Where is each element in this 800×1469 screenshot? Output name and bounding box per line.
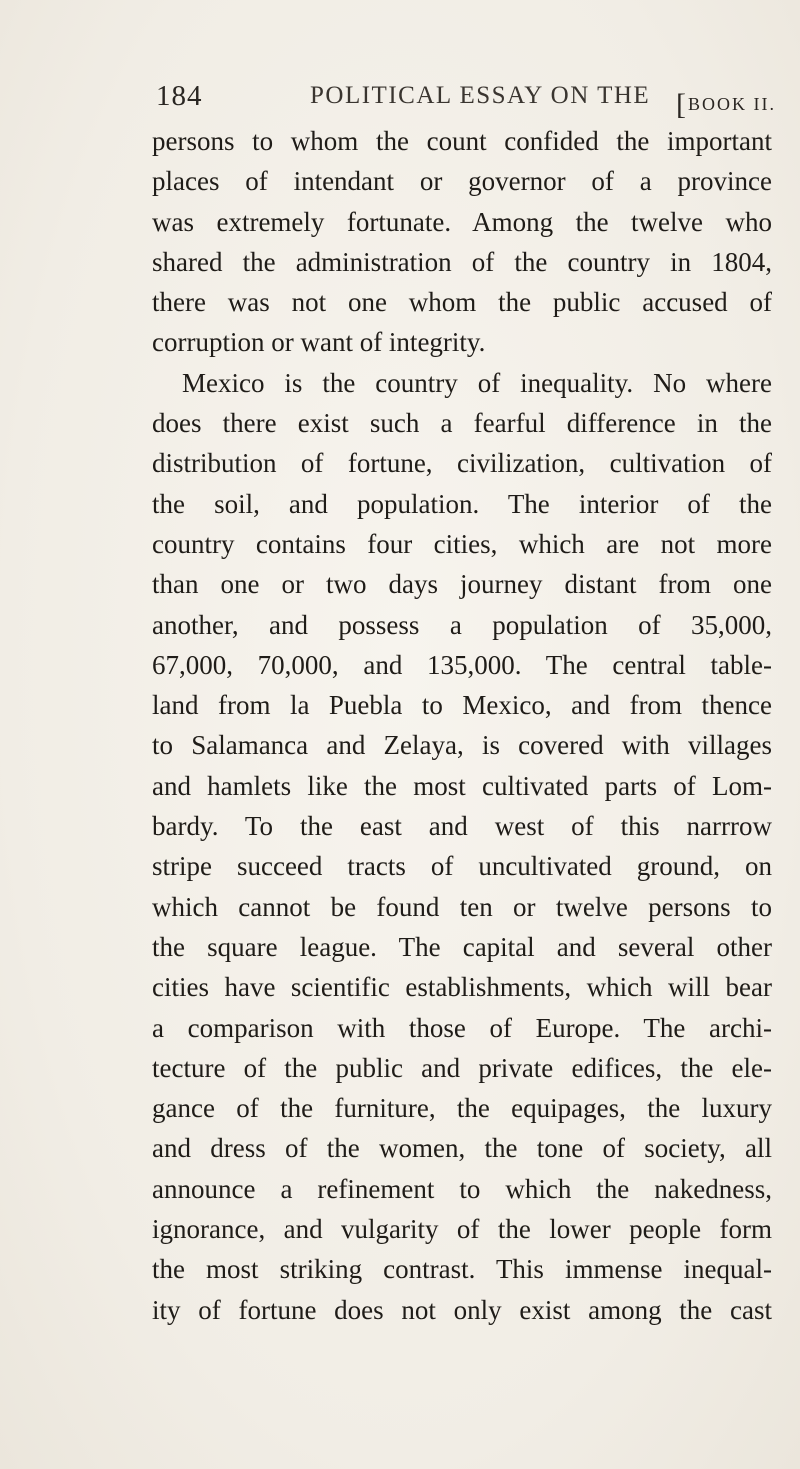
book-marker	[676, 84, 776, 121]
text-line: announce a refinement to which the nakedness,	[152, 1173, 772, 1204]
book-marker-text: BOOK II.	[688, 94, 776, 114]
text-line: the soil, and population. The interior of the	[152, 488, 772, 519]
text-line: Mexico is the country of inequality. No where	[182, 367, 772, 398]
text-line: shared the administration of the country in 1804,	[152, 246, 772, 277]
text-line: which cannot be found ten or twelve persons to	[152, 891, 772, 922]
text-line: gance of the furniture, the equipages, the luxury	[152, 1093, 772, 1124]
text-line: there was not one whom the public accused of	[152, 287, 772, 318]
page-number: 184	[156, 80, 203, 112]
opening-bracket: [	[676, 88, 688, 121]
text-line: persons to whom the count confided the important	[152, 126, 772, 156]
text-line: and hamlets like the most cultivated parts of Lom-	[152, 770, 772, 801]
text-line: the square league. The capital and several other	[152, 931, 772, 962]
text-line: does there exist such a fearful difference in the	[152, 408, 772, 439]
text-line: was extremely fortunate. Among the twelve who	[152, 206, 772, 237]
text-line: stripe succeed tracts of uncultivated ground, on	[152, 851, 772, 882]
text-line: ignorance, and vulgarity of the lower people form	[152, 1214, 772, 1245]
text-line: bardy. To the east and west of this narrrow	[152, 811, 772, 842]
page-header	[0, 80, 800, 120]
text-line: country contains four cities, which are not more	[152, 528, 772, 559]
text-line: corruption or want of integrity.	[152, 327, 486, 358]
text-line: a comparison with those of Europe. The archi-	[152, 1012, 772, 1043]
text-line: another, and possess a population of 35,000,	[152, 609, 772, 640]
text-line: and dress of the women, the tone of society, all	[152, 1133, 772, 1164]
text-line: to Salamanca and Zelaya, is covered with villages	[152, 730, 772, 761]
body-text	[152, 121, 772, 1330]
text-line: tecture of the public and private edifices, the ele-	[152, 1052, 772, 1083]
text-line: 67,000, 70,000, and 135,000. The central table-	[152, 649, 772, 680]
running-title: POLITICAL ESSAY ON THE	[310, 82, 651, 109]
text-line: than one or two days journey distant from one	[152, 569, 772, 600]
text-line: cities have scientific establishments, which will bear	[152, 972, 772, 1003]
text-line: land from la Puebla to Mexico, and from thence	[152, 690, 772, 721]
text-line: ity of fortune does not only exist among the cast	[152, 1294, 772, 1325]
text-line: the most striking contrast. This immense inequal-	[152, 1254, 772, 1285]
text-line: distribution of fortune, civilization, cultivation of	[152, 448, 772, 479]
text-line: places of intendant or governor of a province	[152, 166, 772, 197]
